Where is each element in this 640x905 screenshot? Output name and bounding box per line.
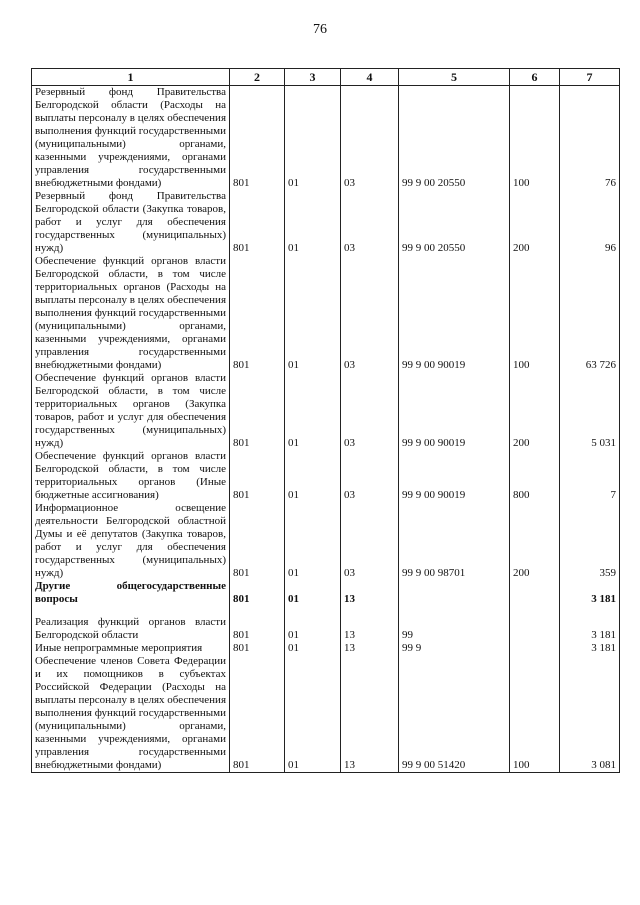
target-article-cell: 99 9 00 20550 — [399, 86, 510, 191]
row-name-cell: Обеспечение функций органов власти Белгородской области, в том числе территориальных органов (Расходы на выплаты персоналу в целях обеспечения выполнения функций государственными (муниципальными) органами, казенными учреждениями, органами управления государственными внебюджетными фондами) — [32, 255, 230, 372]
header-cell: 3 — [285, 69, 341, 86]
spacer-row — [32, 606, 620, 616]
subsection-code-cell: 03 — [341, 86, 399, 191]
table-row — [32, 616, 620, 642]
amount-cell: 63 726 — [560, 255, 620, 372]
header-cell: 2 — [230, 69, 285, 86]
target-article-cell: 99 9 00 90019 — [399, 372, 510, 450]
ved-code-cell: 801 — [230, 190, 285, 255]
ved-code-cell: 801 — [230, 655, 285, 773]
expense-type-cell: 100 — [510, 86, 560, 191]
ved-code-cell: 801 — [230, 86, 285, 191]
header-cell: 6 — [510, 69, 560, 86]
amount-cell: 96 — [560, 190, 620, 255]
table-row — [32, 190, 620, 255]
header-cell: 7 — [560, 69, 620, 86]
row-name-cell: Резервный фонд Правительства Белгородской области (Расходы на выплаты персоналу в целях обеспечения выполнения функций государственными (муниципальными) органами, казенными учреждениями, органами управления государственными внебюджетными фондами) — [32, 86, 230, 191]
page-number: 76 — [313, 22, 327, 37]
row-name-cell: Другие общегосударственные вопросы — [32, 580, 230, 606]
subsection-code-cell: 03 — [341, 372, 399, 450]
expense-type-cell — [510, 580, 560, 606]
header-cell: 5 — [399, 69, 510, 86]
target-article-cell: 99 9 00 51420 — [399, 655, 510, 773]
table-row — [32, 502, 620, 580]
subsection-code-cell: 13 — [341, 655, 399, 773]
target-article-cell: 99 9 00 98701 — [399, 502, 510, 580]
section-code-cell: 01 — [285, 580, 341, 606]
target-article-cell: 99 9 00 20550 — [399, 190, 510, 255]
spacer-cell — [230, 606, 285, 616]
amount-cell: 3 181 — [560, 642, 620, 655]
amount-cell: 359 — [560, 502, 620, 580]
ved-code-cell: 801 — [230, 502, 285, 580]
table-row — [32, 655, 620, 773]
ved-code-cell: 801 — [230, 580, 285, 606]
expense-type-cell: 200 — [510, 190, 560, 255]
expense-type-cell: 200 — [510, 502, 560, 580]
target-article-cell — [399, 580, 510, 606]
expense-type-cell: 200 — [510, 372, 560, 450]
budget-table — [31, 68, 620, 773]
ved-code-cell: 801 — [230, 450, 285, 502]
expense-type-cell: 100 — [510, 255, 560, 372]
table-row — [32, 86, 620, 191]
amount-cell: 76 — [560, 86, 620, 191]
table-row — [32, 255, 620, 372]
target-article-cell: 99 9 00 90019 — [399, 255, 510, 372]
spacer-cell — [560, 606, 620, 616]
section-code-cell: 01 — [285, 642, 341, 655]
subsection-code-cell: 03 — [341, 502, 399, 580]
header-row — [32, 69, 620, 86]
amount-cell: 3 181 — [560, 616, 620, 642]
expense-type-cell — [510, 642, 560, 655]
spacer-cell — [399, 606, 510, 616]
target-article-cell: 99 9 00 90019 — [399, 450, 510, 502]
section-code-cell: 01 — [285, 502, 341, 580]
spacer-cell — [285, 606, 341, 616]
row-name-cell: Иные непрограммные мероприятия — [32, 642, 230, 655]
header-cell: 4 — [341, 69, 399, 86]
target-article-cell: 99 9 — [399, 642, 510, 655]
row-name-cell: Обеспечение членов Совета Федерации и их помощников в субъектах Российской Федерации (Расходы на выплаты персоналу в целях обеспечения выполнения функций государственными (муниципальными) органами, казенными учреждениями, органами управления государственными внебюджетными фондами) — [32, 655, 230, 773]
row-name-cell: Резервный фонд Правительства Белгородской области (Закупка товаров, работ и услуг для обеспечения государственных (муниципальных) нужд) — [32, 190, 230, 255]
subsection-code-cell: 03 — [341, 190, 399, 255]
section-code-cell: 01 — [285, 86, 341, 191]
section-code-cell: 01 — [285, 616, 341, 642]
expense-type-cell: 800 — [510, 450, 560, 502]
expense-type-cell — [510, 616, 560, 642]
table-row — [32, 372, 620, 450]
subsection-code-cell: 13 — [341, 616, 399, 642]
section-code-cell: 01 — [285, 255, 341, 372]
subsection-code-cell: 03 — [341, 450, 399, 502]
spacer-cell — [510, 606, 560, 616]
row-name-cell: Информационное освещение деятельности Белгородской областной Думы и её депутатов (Закупка товаров, работ и услуг для обеспечения государственных (муниципальных) нужд) — [32, 502, 230, 580]
ved-code-cell: 801 — [230, 372, 285, 450]
section-code-cell: 01 — [285, 190, 341, 255]
subsection-code-cell: 13 — [341, 580, 399, 606]
amount-cell: 5 031 — [560, 372, 620, 450]
ved-code-cell: 801 — [230, 642, 285, 655]
target-article-cell: 99 — [399, 616, 510, 642]
ved-code-cell: 801 — [230, 616, 285, 642]
subsection-code-cell: 03 — [341, 255, 399, 372]
spacer-cell — [341, 606, 399, 616]
row-name-cell: Реализация функций органов власти Белгородской области — [32, 616, 230, 642]
ved-code-cell: 801 — [230, 255, 285, 372]
table-row — [32, 642, 620, 655]
amount-cell: 3 181 — [560, 580, 620, 606]
section-code-cell: 01 — [285, 372, 341, 450]
spacer-cell — [32, 606, 230, 616]
row-name-cell: Обеспечение функций органов власти Белгородской области, в том числе территориальных органов (Иные бюджетные ассигнования) — [32, 450, 230, 502]
amount-cell: 7 — [560, 450, 620, 502]
amount-cell: 3 081 — [560, 655, 620, 773]
header-cell: 1 — [32, 69, 230, 86]
expense-type-cell: 100 — [510, 655, 560, 773]
table-row — [32, 580, 620, 606]
subsection-code-cell: 13 — [341, 642, 399, 655]
section-code-cell: 01 — [285, 655, 341, 773]
table-row — [32, 450, 620, 502]
section-code-cell: 01 — [285, 450, 341, 502]
row-name-cell: Обеспечение функций органов власти Белгородской области, в том числе территориальных органов (Закупка товаров, работ и услуг для обеспечения государственных (муниципальных) нужд) — [32, 372, 230, 450]
